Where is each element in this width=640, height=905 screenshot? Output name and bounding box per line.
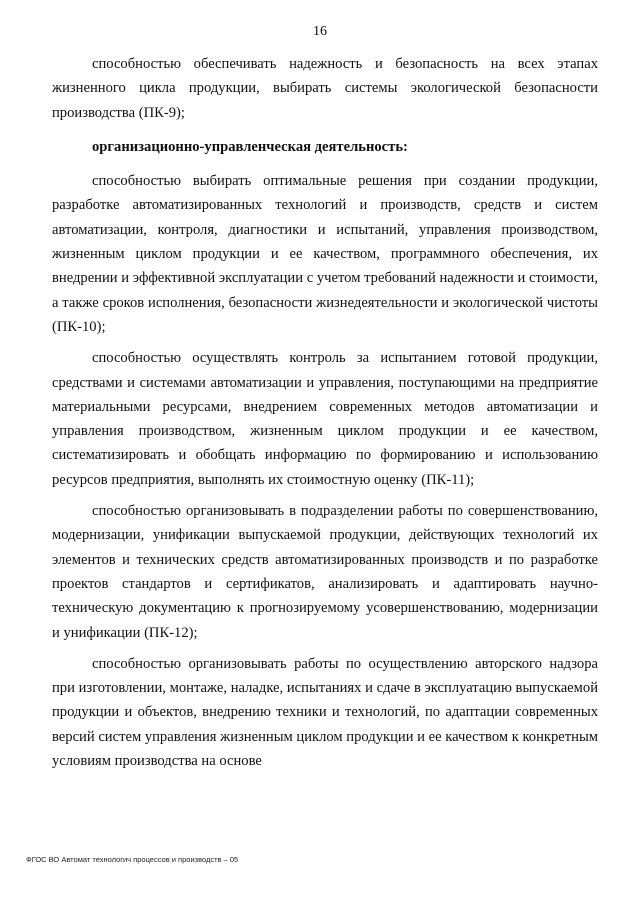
paragraph-supervision: способностью организовывать работы по осуществлению авторского надзора при изготовлении, монтаже, наладке, испытаниях и сдаче в эксплуатацию выпускаемой продукции и объектов, внедрению техники и технологий, по адаптации современных версий систем управления жизненным циклом продукции и ее качеством к конкретным условиям производства на основе bbox=[52, 655, 599, 770]
paragraph-pk11: способностью осуществлять контроль за испытанием готовой продукции, средствами и системами автоматизации и управления, поступающими на предприятие материальными ресурсами, внедрением современных методов автоматизации и управления производством, жизненным циклом продукции и ее качеством, систематизировать и обобщать информацию по формированию и использованию ресурсов предприятия, выполнять их стоимостную оценку (ПК-11); bbox=[52, 350, 598, 488]
paragraph-pk12: способностью организовывать в подразделении работы по совершенствованию, модернизации, унификации выпускаемой продукции, действующих технологий их элементов и технических средств автоматизированных производств и по разработке проектов стандартов и сертификатов, анализировать и адаптировать научно-техническую документацию к прогнозируемому усовершенствованию, модернизации и унификации (ПК-12); bbox=[52, 503, 598, 641]
paragraph-pk9: способностью обеспечивать надежность и безопасность на всех этапах жизненного цикла продукции, выбирать системы экологической безопасности производства (ПК-9); bbox=[52, 56, 598, 121]
page-number: 16 bbox=[313, 24, 327, 39]
section-heading: организационно-управленческая деятельность: bbox=[92, 138, 408, 155]
paragraph-pk10: способностью выбирать оптимальные решения при создании продукции, разработке автоматизированных технологий и производств, средств и систем автоматизации, контроля, диагностики и испытаний, управления производством, жизненным циклом продукции и ее качеством, программного обеспечения, их внедрении и эффективной эксплуатации с учетом требований надежности и стоимости, а также сроков исполнения, безопасности жизнедеятельности и экологической чистоты (ПК-10); bbox=[52, 173, 598, 335]
body-text bbox=[52, 52, 598, 780]
footer-note: ФГОС ВО Автомат технологич процессов и производств – 05 bbox=[26, 855, 239, 864]
